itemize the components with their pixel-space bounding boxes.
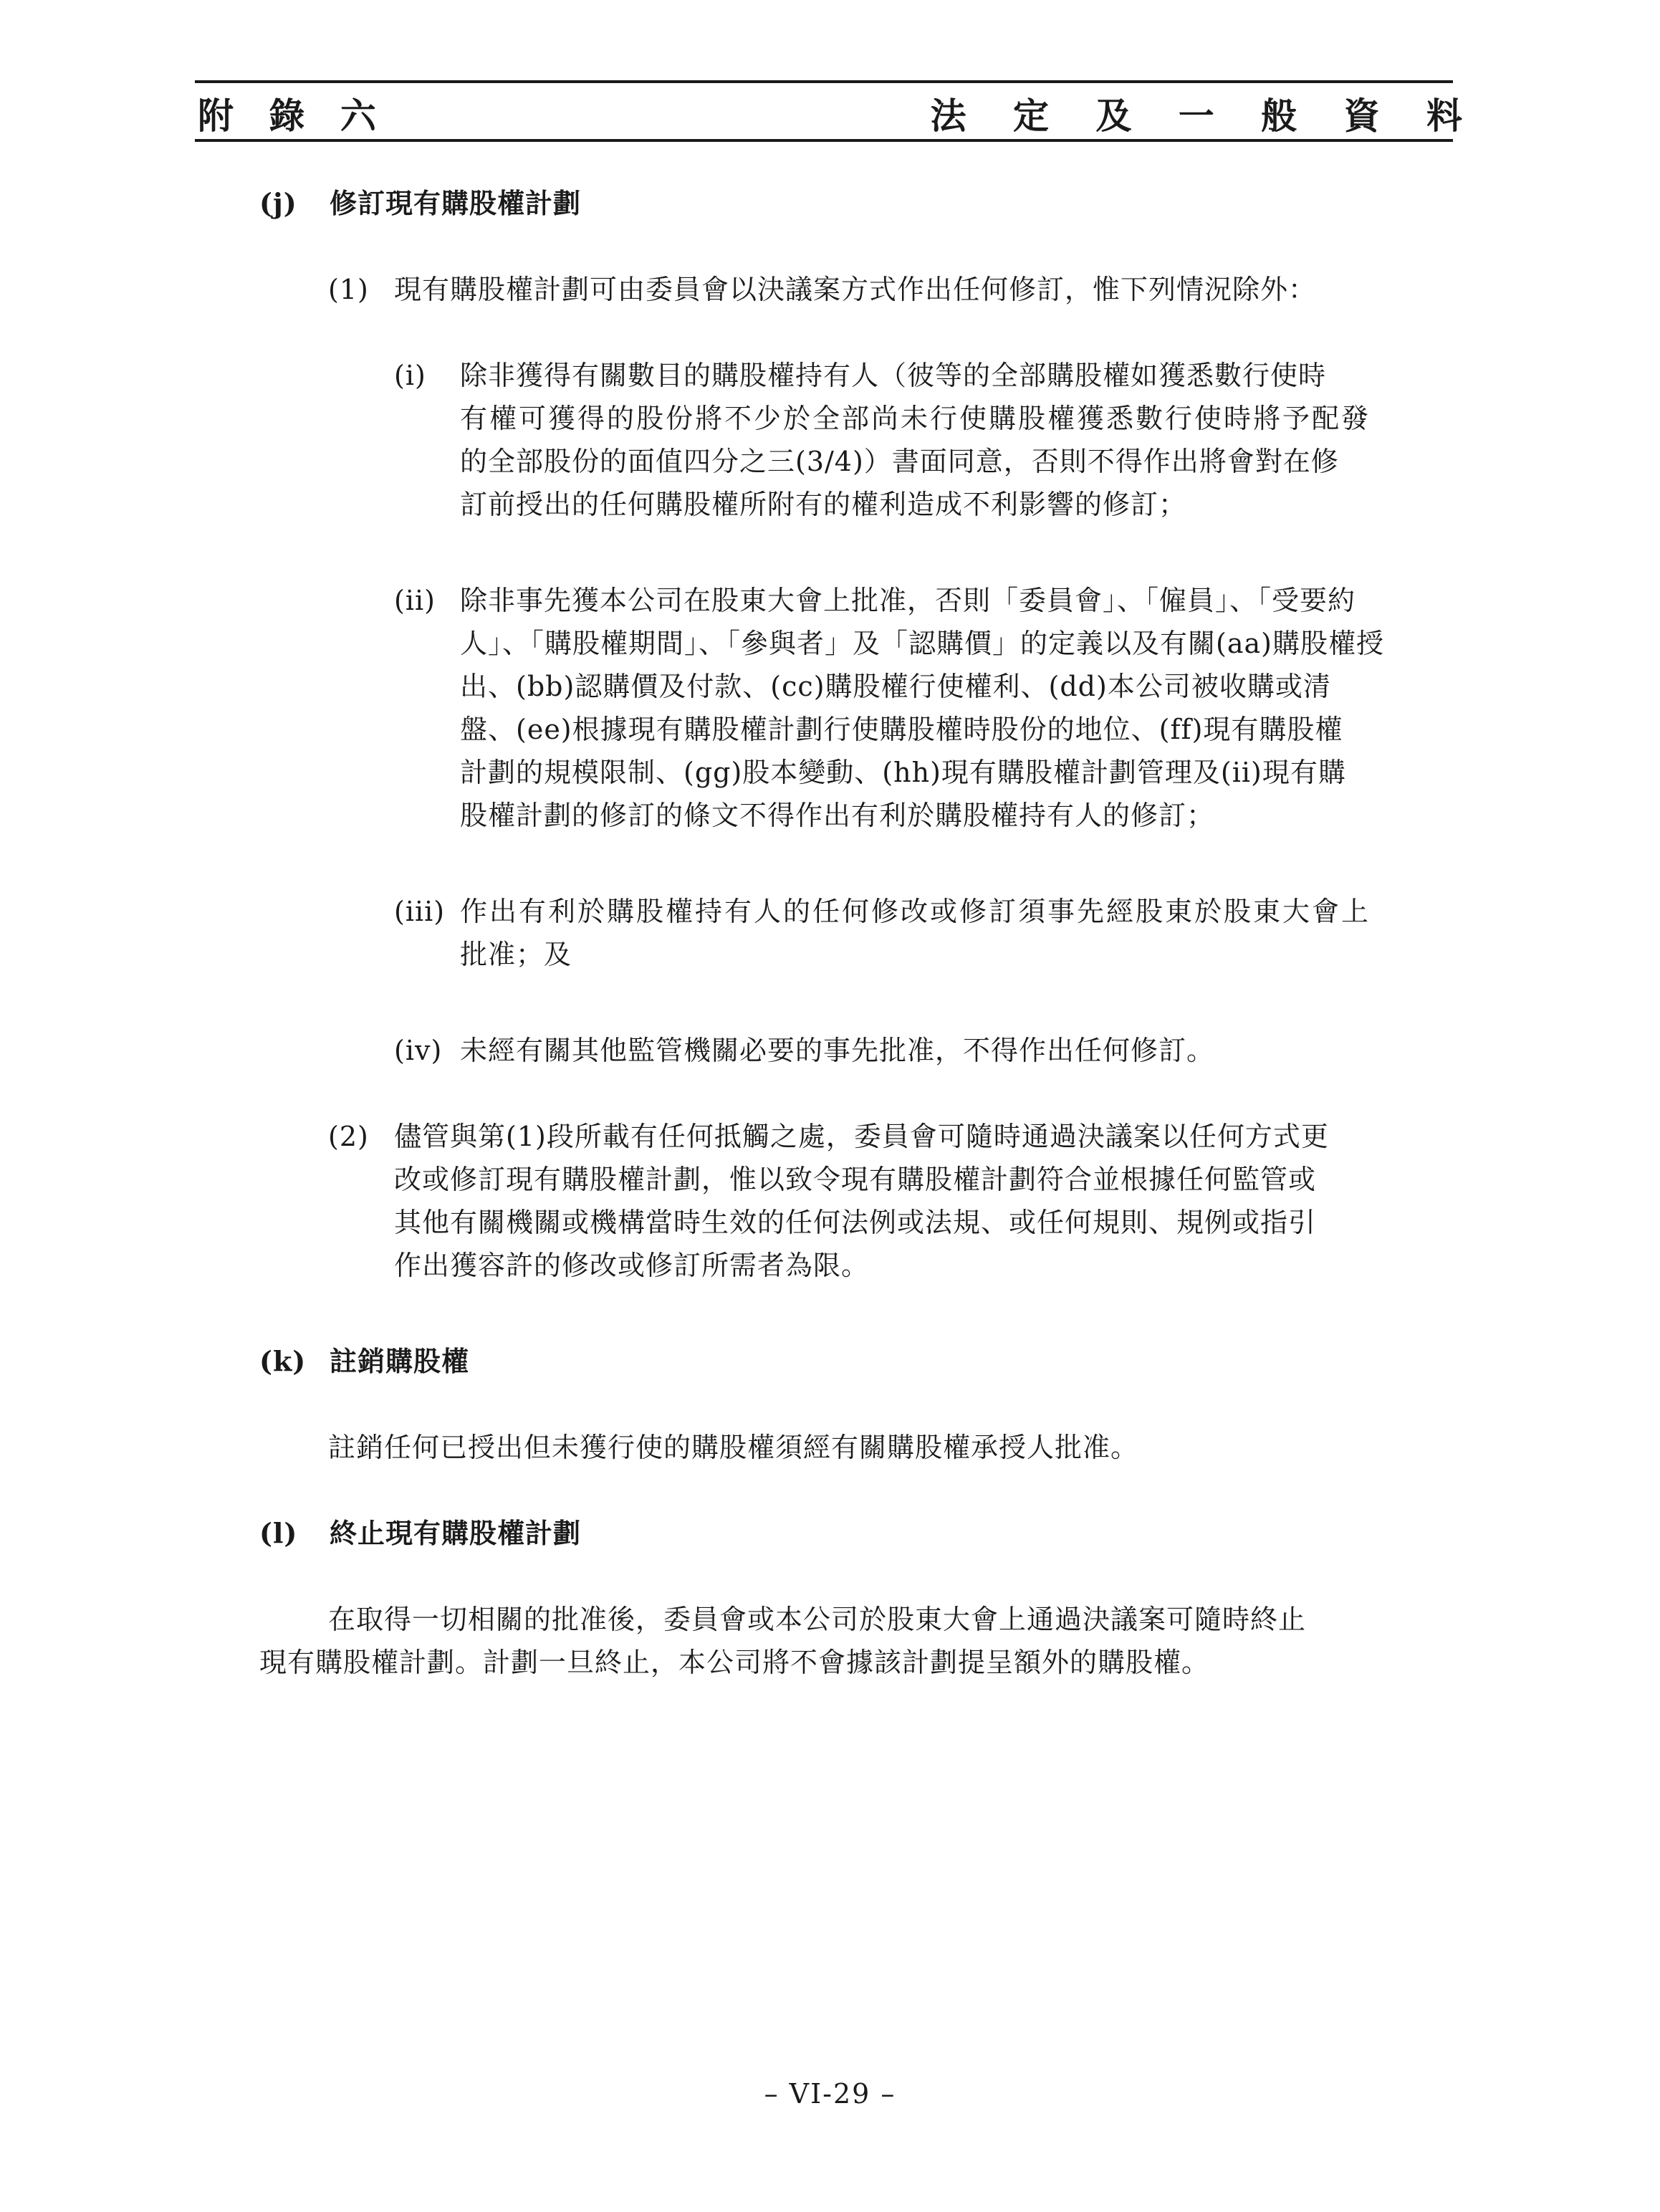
sub-iii-line-1: 作出有利於購股權持有人的任何修改或修訂須事先經股東於股東大會上 <box>460 896 1371 927</box>
header-top-rule <box>195 80 1453 83</box>
sub-iv-text: 未經有關其他監管機關必要的事先批准，不得作出任何修訂。 <box>460 1035 1215 1066</box>
sub-ii-line-2: 人」、「購股權期間」、「參與者」及「認購價」的定義以及有關(aa)購股權授 <box>460 628 1384 659</box>
header-bottom-rule <box>195 139 1453 142</box>
item-1-text: 現有購股權計劃可由委員會以決議案方式作出任何修訂，惟下列情況除外： <box>394 274 1317 305</box>
section-j-title: 修訂現有購股權計劃 <box>330 187 582 219</box>
sub-ii-marker: (ii) <box>394 585 436 616</box>
section-l-line-2: 現有購股權計劃。計劃一旦終止，本公司將不會據該計劃提呈額外的購股權。 <box>259 1647 1210 1678</box>
sub-ii-line-4: 盤、(ee)根據現有購股權計劃行使購股權時股份的地位、(ff)現有購股權 <box>460 714 1343 745</box>
sub-i-line-3: 的全部股份的面值四分之三(3/4)）書面同意，否則不得作出將會對在修 <box>460 446 1339 477</box>
section-j-marker: (j) <box>259 187 297 219</box>
sub-ii-line-5: 計劃的規模限制、(gg)股本變動、(hh)現有購股權計劃管理及(ii)現有購 <box>460 757 1346 788</box>
item-2-line-2: 改或修訂現有購股權計劃，惟以致令現有購股權計劃符合並根據任何監管或 <box>394 1164 1317 1195</box>
section-title: 法 定 及 一 般 資 料 <box>930 95 1479 137</box>
item-2-line-4: 作出獲容許的修改或修訂所需者為限。 <box>394 1250 870 1281</box>
section-k-text: 註銷任何已授出但未獲行使的購股權須經有關購股權承授人批准。 <box>328 1432 1139 1463</box>
appendix-label: 附 錄 六 <box>198 95 388 137</box>
page-number: – VI-29 – <box>764 2078 896 2110</box>
sub-i-line-1: 除非獲得有關數目的購股權持有人（彼等的全部購股權如獲悉數行使時 <box>460 360 1327 391</box>
sub-ii-line-3: 出、(bb)認購價及付款、(cc)購股權行使權利、(dd)本公司被收購或清 <box>460 671 1331 702</box>
sub-ii-line-6: 股權計劃的修訂的條文不得作出有利於購股權持有人的修訂； <box>460 800 1215 831</box>
sub-ii-line-1: 除非事先獲本公司在股東大會上批准，否則「委員會」、「僱員」、「受要約 <box>460 585 1356 616</box>
sub-iii-line-2: 批准；及 <box>460 939 572 970</box>
item-2-line-1: 儘管與第(1)段所載有任何抵觸之處，委員會可隨時通過決議案以任何方式更 <box>394 1121 1329 1152</box>
section-l-line-1: 在取得一切相關的批准後，委員會或本公司於股東大會上通過決議案可隨時終止 <box>328 1604 1307 1635</box>
section-l-marker: (l) <box>259 1517 298 1549</box>
sub-iv-marker: (iv) <box>394 1035 443 1066</box>
section-k-marker: (k) <box>259 1345 307 1377</box>
sub-iii-marker: (iii) <box>394 896 446 927</box>
sub-i-line-4: 訂前授出的任何購股權所附有的權利造成不利影響的修訂； <box>460 489 1187 520</box>
section-l-title: 終止現有購股權計劃 <box>330 1517 582 1549</box>
item-2-marker: (2) <box>328 1121 369 1152</box>
section-k-title: 註銷購股權 <box>330 1345 470 1377</box>
item-1-marker: (1) <box>328 274 369 305</box>
item-2-line-3: 其他有關機關或機構當時生效的任何法例或法規、或任何規則、規例或指引 <box>394 1207 1317 1238</box>
sub-i-marker: (i) <box>394 360 426 391</box>
sub-i-line-2: 有權可獲得的股份將不少於全部尚未行使購股權獲悉數行使時將予配發 <box>460 403 1371 434</box>
